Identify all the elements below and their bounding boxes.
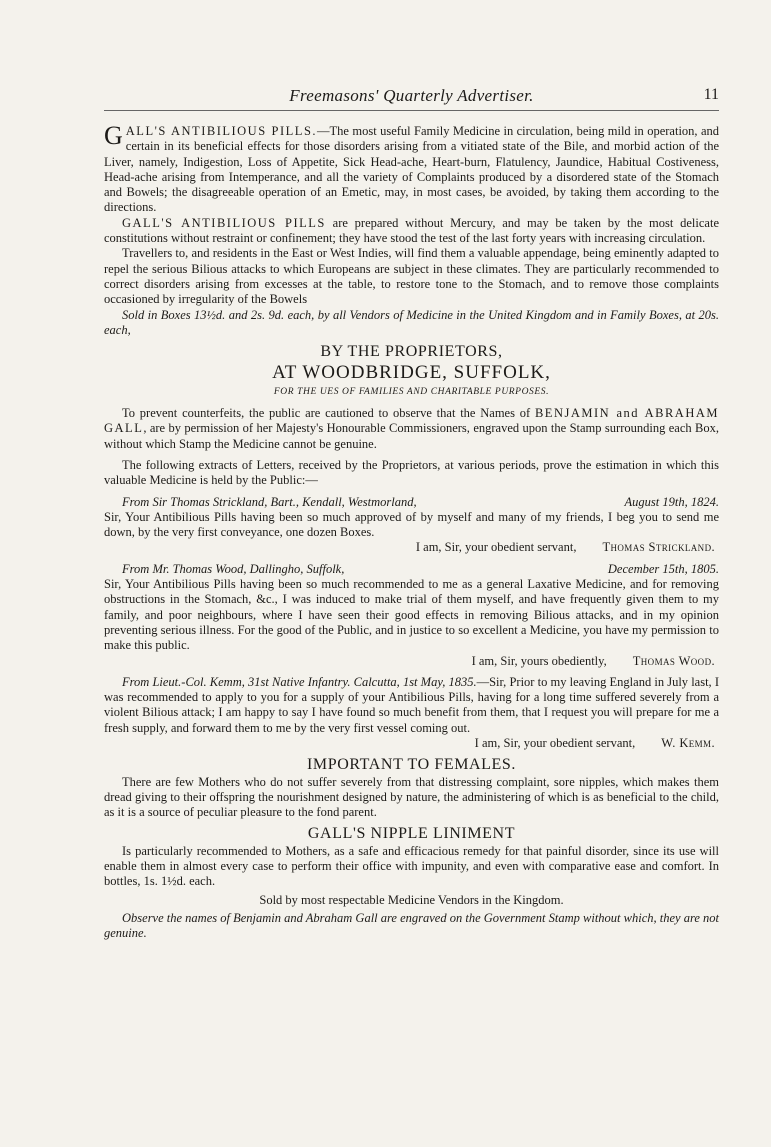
- galls-heading: ALL'S ANTIBILIOUS PILLS.: [125, 124, 318, 138]
- letter-body: [104, 675, 719, 736]
- journal-title: Freemasons' Quarterly Advertiser.: [289, 86, 534, 105]
- proprietors-line-1: BY THE PROPRIETORS,: [320, 343, 503, 361]
- letter-wood: [104, 562, 719, 669]
- letter-signature: W. Kemm.: [661, 735, 715, 750]
- females-heading: IMPORTANT TO FEMALES.: [306, 756, 517, 774]
- caution-pre: To prevent counterfeits, the public are cautioned to observe that the Names of: [122, 406, 535, 421]
- letter-text: —Sir, Prior to my leaving England in July last, I was recommended to apply to you for a supply of your Antibilious Pills, having for a long time suffered severely from a violent Bilious attack; I am happy to say I have found so much benefit from them, that I request you will prepare for me a fresh supply, and forward them to me by the very first vessel coming out.: [104, 674, 719, 735]
- proprietors-line-2: AT WOODBRIDGE, SUFFOLK,: [272, 362, 551, 384]
- letter-header: [104, 562, 719, 577]
- caution-post: , are by permission of her Majesty's Honourable Commissioners, engraved upon the Stamp surrounding each Box, without which Stamp the Medicine cannot be genuine.: [104, 421, 719, 451]
- liniment-notice: [104, 911, 719, 942]
- letter-from: From Sir Thomas Strickland, Bart., Kendall, Westmorland,: [122, 494, 417, 509]
- galls-para-2-lead: GALL'S ANTIBILIOUS PILLS: [122, 215, 326, 230]
- galls-para-3: Travellers to, and residents in the East or West Indies, will find them a valuable appendage, being eminently adapted to repel the serious Bilious attacks to which Europeans are subject in these climates. They are particularly recommended to correct disorders arising from excesses at the table, to restore tone to the Stomach, and to remove those complaints occasioned by irregularity of the Bowels: [104, 246, 719, 307]
- galls-sold: [104, 308, 719, 339]
- galls-intro: [104, 121, 719, 216]
- letter-signature: Thomas Wood.: [632, 653, 715, 668]
- letter-closing: I am, Sir, yours obediently,: [471, 653, 607, 668]
- letter-date: December 15th, 1805.: [607, 561, 719, 576]
- letter-date: August 19th, 1824.: [624, 494, 719, 509]
- letter-signoff: [104, 540, 719, 555]
- liniment-body: Is particularly recommended to Mothers, as a safe and efficacious remedy for that painful disorder, since its use will enable them in almost every case to perform their office with impunity, and even with comparative ease and comfort. In bottles, 1s. 1½d. each.: [104, 843, 719, 889]
- extracts-intro: The following extracts of Letters, received by the Proprietors, at various periods, prove the estimation in which this valuable Medicine is held by the Public:—: [104, 457, 719, 488]
- galls-para-2: [104, 216, 719, 247]
- letter-from: From Mr. Thomas Wood, Dallingho, Suffolk,: [122, 561, 345, 576]
- drop-cap: G: [104, 121, 123, 150]
- galls-para-2-text: are prepared without Mercury, and may be taken by the most delicate constitutions without restraint or confinement; they have stood the test of the last forty years with increasing circulation.: [104, 215, 719, 246]
- caution-paragraph: [104, 406, 719, 452]
- letter-body: Sir, Your Antibilious Pills having been so much approved of by myself and many of my friends, I beg you to send me down, by the very first conveyance, one dozen Boxes.: [104, 509, 719, 540]
- letter-closing: I am, Sir, your obedient servant,: [474, 735, 636, 750]
- letter-body: Sir, Your Antibilious Pills having been so much recommended to me as a general Laxative Medicine, and for removing obstructions in the Stomach, &c., I was induced to make trial of them myself, and have frequently given them to my family, and poor neighbours, where I have seen their good effects in removing Bilious attacks, and in my opinion preventing serious illness. For the good of the Public, and in justice to so excellent a Medicine, you have my permission to make this public.: [104, 577, 719, 653]
- page-number: 11: [703, 86, 719, 103]
- liniment-heading: GALL'S NIPPLE LINIMENT: [307, 825, 516, 843]
- liniment-notice-text: Observe the names of Benjamin and Abraham Gall are engraved on the Government Stamp without which, they are not genuine.: [104, 910, 720, 941]
- galls-sold-text: Sold in Boxes 13½d. and 2s. 9d. each, by all Vendors of Medicine in the United Kingdom and in Family Boxes, at 20s. each,: [104, 307, 719, 337]
- letter-signoff: [104, 736, 719, 751]
- females-body: There are few Mothers who do not suffer severely from that distressing complaint, sore nipples, which makes them dread giving to their offspring the nourishment designed by nature, the administering of which is as beneficial to the child, as it is a source of peculiar pleasure to the fond parent.: [104, 774, 719, 820]
- letter-kemm: [104, 675, 719, 751]
- letter-from: From Lieut.-Col. Kemm, 31st Native Infantry. Calcutta, 1st May, 1835.: [122, 674, 477, 689]
- caution-names: BENJAMIN and ABRAHAM GALL: [104, 406, 719, 436]
- running-header: [104, 86, 719, 111]
- letter-signature: Thomas Strickland.: [602, 540, 715, 555]
- letter-signoff: [104, 654, 719, 669]
- letter-header: [104, 495, 719, 510]
- galls-intro-text: —The most useful Family Medicine in circulation, being mild in operation, and certain in its beneficial effects for those disorders arising from a vitiated state of the Bile, and morbid action of the Liver, namely, Indigestion, Loss of Appetite, Sick Head-ache, Heart-burn, Flatulency, Jaundice, Habitual Costiveness, Head-ache arising from Intemperance, and all the variety of Complaints produced by a disordered state of the Stomach and Bowels; the disagreeable operation of an Emetic, may, in most cases, be avoided, by taking them according to the directions.: [104, 124, 719, 215]
- advertisement-body: [104, 121, 720, 942]
- liniment-sold: Sold by most respectable Medicine Vendors in the Kingdom.: [259, 892, 564, 907]
- proprietors-line-3: FOR THE UES OF FAMILIES AND CHARITABLE PURPOSES.: [273, 386, 550, 397]
- letter-closing: I am, Sir, your obedient servant,: [415, 540, 577, 555]
- letter-strickland: [104, 495, 719, 556]
